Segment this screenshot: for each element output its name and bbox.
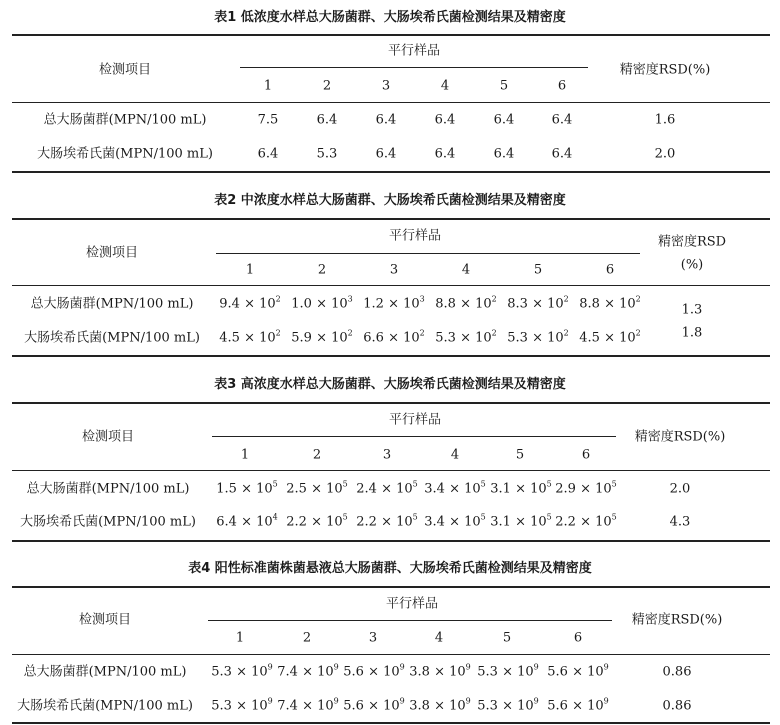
bottom-rule	[12, 540, 770, 542]
sample-number: 4	[440, 78, 450, 94]
value-cell: $2.2 \times 10^5$	[286, 512, 348, 530]
value-cell: $5.3 \times 10^2$	[435, 328, 497, 346]
sub-rule	[212, 436, 616, 437]
table-caption: 表1 低浓度水样总大肠菌群、大肠埃希氏菌检测结果及精密度	[214, 10, 566, 25]
header-rsd: 精密度RSD(%)	[619, 62, 711, 78]
value-cell: $5.3 \times 10^2$	[507, 328, 569, 346]
header-rsd-line1: 精密度RSD	[657, 234, 727, 250]
header-item: 检测项目	[98, 62, 152, 78]
value-cell: $2.2 \times 10^5$	[555, 512, 617, 530]
header-parallel: 平行样品	[385, 596, 439, 612]
sample-number: 5	[515, 447, 525, 463]
bottom-rule	[12, 722, 770, 724]
sample-number: 5	[502, 630, 512, 646]
header-rsd: 精密度RSD(%)	[634, 429, 726, 445]
value-cell: $2.5 \times 10^5$	[286, 479, 348, 497]
value-cell: $4.5 \times 10^2$	[219, 328, 281, 346]
value-cell: $5.3 \times 10^9$	[477, 696, 539, 714]
sample-number: 3	[381, 78, 391, 94]
rsd-value: 0.86	[662, 698, 692, 714]
sample-number: 6	[581, 447, 591, 463]
value-cell: $3.1 \times 10^5$	[490, 479, 552, 497]
value-cell: $5.6 \times 10^9$	[343, 662, 405, 680]
header-rule	[12, 102, 770, 103]
value-cell: 6.4	[493, 112, 515, 128]
top-rule	[12, 402, 770, 404]
sample-number: 1	[240, 447, 250, 463]
sample-number: 1	[263, 78, 273, 94]
sample-number: 4	[450, 447, 460, 463]
header-rule	[12, 654, 770, 655]
value-cell: 6.4	[257, 146, 279, 162]
value-cell: $2.9 \times 10^5$	[555, 479, 617, 497]
value-cell: $8.8 \times 10^2$	[579, 294, 641, 312]
value-cell: $1.0 \times 10^3$	[291, 294, 353, 312]
value-cell: 6.4	[375, 112, 397, 128]
row-label: 大肠埃希氏菌(MPN/100 mL)	[20, 514, 196, 530]
row-label: 总大肠菌群(MPN/100 mL)	[30, 296, 194, 312]
sample-number: 5	[533, 262, 543, 278]
header-parallel: 平行样品	[388, 228, 442, 244]
sample-number: 3	[389, 262, 399, 278]
value-cell: $1.2 \times 10^3$	[363, 294, 425, 312]
sample-number: 2	[312, 447, 322, 463]
sample-number: 1	[235, 630, 245, 646]
rsd-value: 1.3	[681, 302, 703, 318]
value-cell: 6.4	[434, 146, 456, 162]
sample-number: 5	[499, 78, 509, 94]
table-caption: 表3 高浓度水样总大肠菌群、大肠埃希氏菌检测结果及精密度	[214, 377, 566, 392]
header-rsd-line2: (%)	[680, 257, 704, 273]
row-label: 大肠埃希氏菌(MPN/100 mL)	[17, 698, 193, 714]
bottom-rule	[12, 355, 770, 357]
value-cell: $8.8 \times 10^2$	[435, 294, 497, 312]
value-cell: 6.4	[375, 146, 397, 162]
row-label: 总大肠菌群(MPN/100 mL)	[23, 664, 187, 680]
header-rule	[12, 285, 770, 286]
value-cell: 7.5	[257, 112, 279, 128]
value-cell: $2.2 \times 10^5$	[356, 512, 418, 530]
sample-number: 2	[302, 630, 312, 646]
value-cell: $7.4 \times 10^9$	[277, 696, 339, 714]
sample-number: 6	[557, 78, 567, 94]
bottom-rule	[12, 171, 770, 173]
row-label: 大肠埃希氏菌(MPN/100 mL)	[37, 146, 213, 162]
value-cell: $7.4 \times 10^9$	[277, 662, 339, 680]
value-cell: $3.8 \times 10^9$	[409, 696, 471, 714]
rsd-value: 1.8	[681, 325, 703, 341]
value-cell: 6.4	[434, 112, 456, 128]
value-cell: 6.4	[316, 112, 338, 128]
value-cell: $2.4 \times 10^5$	[356, 479, 418, 497]
sample-number: 3	[382, 447, 392, 463]
value-cell: 6.4	[551, 146, 573, 162]
top-rule	[12, 34, 770, 36]
header-parallel: 平行样品	[387, 43, 441, 59]
sub-rule	[240, 67, 588, 68]
value-cell: $5.3 \times 10^9$	[211, 662, 273, 680]
header-rsd: 精密度RSD(%)	[631, 612, 723, 628]
value-cell: 5.3	[316, 146, 338, 162]
rsd-value: 1.6	[654, 112, 676, 128]
value-cell: 6.4	[551, 112, 573, 128]
top-rule	[12, 218, 770, 220]
value-cell: $5.3 \times 10^9$	[211, 696, 273, 714]
value-cell: $5.9 \times 10^2$	[291, 328, 353, 346]
value-cell: $3.1 \times 10^5$	[490, 512, 552, 530]
rsd-value: 2.0	[654, 146, 676, 162]
value-cell: $3.4 \times 10^5$	[424, 479, 486, 497]
value-cell: $3.4 \times 10^5$	[424, 512, 486, 530]
row-label: 总大肠菌群(MPN/100 mL)	[26, 481, 190, 497]
value-cell: $8.3 \times 10^2$	[507, 294, 569, 312]
value-cell: $5.6 \times 10^9$	[547, 696, 609, 714]
rsd-value: 4.3	[669, 514, 691, 530]
value-cell: $3.8 \times 10^9$	[409, 662, 471, 680]
value-cell: $9.4 \times 10^2$	[219, 294, 281, 312]
value-cell: $6.6 \times 10^2$	[363, 328, 425, 346]
sub-rule	[208, 620, 612, 621]
header-rule	[12, 470, 770, 471]
sample-number: 1	[245, 262, 255, 278]
sub-rule	[216, 253, 640, 254]
value-cell: $1.5 \times 10^5$	[216, 479, 278, 497]
value-cell: $6.4 \times 10^4$	[216, 512, 278, 530]
sample-number: 4	[434, 630, 444, 646]
rsd-value: 2.0	[669, 481, 691, 497]
sample-number: 4	[461, 262, 471, 278]
table-caption: 表2 中浓度水样总大肠菌群、大肠埃希氏菌检测结果及精密度	[214, 193, 566, 208]
header-item: 检测项目	[78, 612, 132, 628]
row-label: 大肠埃希氏菌(MPN/100 mL)	[24, 330, 200, 346]
value-cell: $5.6 \times 10^9$	[547, 662, 609, 680]
value-cell: $5.6 \times 10^9$	[343, 696, 405, 714]
value-cell: $5.3 \times 10^9$	[477, 662, 539, 680]
sample-number: 2	[317, 262, 327, 278]
sample-number: 2	[322, 78, 332, 94]
value-cell: $4.5 \times 10^2$	[579, 328, 641, 346]
header-item: 检测项目	[85, 245, 139, 261]
sample-number: 6	[573, 630, 583, 646]
value-cell: 6.4	[493, 146, 515, 162]
rsd-value: 0.86	[662, 664, 692, 680]
sample-number: 6	[605, 262, 615, 278]
sample-number: 3	[368, 630, 378, 646]
top-rule	[12, 586, 770, 588]
header-item: 检测项目	[81, 429, 135, 445]
table-caption: 表4 阳性标准菌株菌悬液总大肠菌群、大肠埃希氏菌检测结果及精密度	[188, 561, 592, 576]
row-label: 总大肠菌群(MPN/100 mL)	[43, 112, 207, 128]
header-parallel: 平行样品	[388, 412, 442, 428]
